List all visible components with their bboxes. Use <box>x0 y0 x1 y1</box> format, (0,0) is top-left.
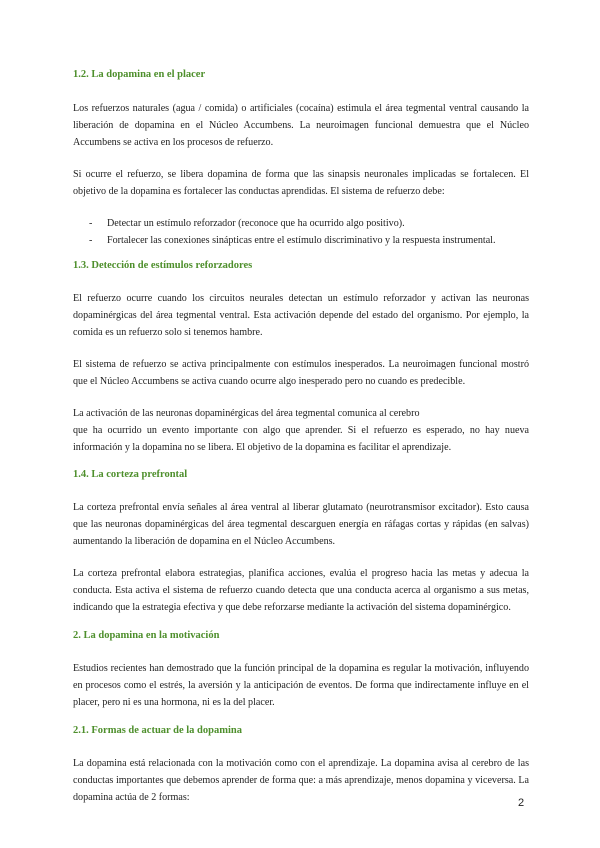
heading-1-4: 1.4. La corteza prefrontal <box>73 469 188 480</box>
bullet-dash-icon: - <box>89 235 93 246</box>
heading-1-2: 1.2. La dopamina en el placer <box>73 69 206 80</box>
bullet-dash-icon: - <box>89 218 93 229</box>
paragraph: Los refuerzos naturales (agua / comida) o artificiales (cocaína) estimula el área tegmental ventral causando la liberación de dopamina en el Núcleo Accumbens. La neuroimagen funcional demuestra que el Núcleo Accumbens se activa en los procesos de refuerzo. <box>73 103 529 148</box>
paragraph: Si ocurre el refuerzo, se libera dopamina de forma que las sinapsis neuronales implicadas se fortalecen. El objetivo de la dopamina es fortalecer las conductas aprendidas. El sistema de refuerzo debe: <box>73 169 529 197</box>
list-item <box>73 232 529 249</box>
paragraph: que ha ocurrido un evento importante con algo que aprender. Si el refuerzo es esperado, no hay nueva información y la dopamina no se libera. El objetivo de la dopamina es facilitar el aprendizaje. <box>73 425 529 453</box>
page-number: 2 <box>518 797 525 809</box>
paragraph-line: La activación de las neuronas dopaminérgicas del área tegmental comunica al cerebro <box>73 408 420 419</box>
paragraph: El refuerzo ocurre cuando los circuitos neurales detectan un estímulo reforzador y activan las neuronas dopaminérgicas del área tegmental ventral. Esta activación depende del estado del organismo. Por ejemplo, la comida es un refuerzo solo si tenemos hambre. <box>73 293 529 338</box>
paragraph: La corteza prefrontal envía señales al área ventral al liberar glutamato (neurotransmisor excitador). Esto causa que las neuronas dopaminérgicas del área tegmental descarguen energía en ráfagas cortas y rápidas (en salvas) aumentando la liberación de dopamina en el Núcleo Accumbens. <box>73 502 529 547</box>
list-item-text: Detectar un estímulo reforzador (reconoce que ha ocurrido algo positivo). <box>107 218 405 229</box>
bullet-list <box>73 215 529 249</box>
heading-2: 2. La dopamina en la motivación <box>73 630 220 641</box>
heading-2-1: 2.1. Formas de actuar de la dopamina <box>73 725 242 736</box>
paragraph: Estudios recientes han demostrado que la función principal de la dopamina es regular la motivación, influyendo en procesos como el estrés, la aversión y la anticipación de eventos. De forma que indirectamente influye en el placer, pero ni es una hormona, ni es la del placer. <box>73 663 529 708</box>
page-content <box>73 68 529 806</box>
heading-1-3: 1.3. Detección de estímulos reforzadores <box>73 260 253 271</box>
paragraph: La corteza prefrontal elabora estrategias, planifica acciones, evalúa el progreso hacia las metas y adecua la conducta. Esta activa el sistema de refuerzo cuando detecta que una conducta acerca al organismo a sus metas, indicando que la estrategia efectiva y que debe reforzarse mediante la activación del sistema dopaminérgico. <box>73 568 529 613</box>
list-item-text: Fortalecer las conexiones sinápticas entre el estímulo discriminativo y la respuesta instrumental. <box>107 235 496 246</box>
paragraph: La dopamina está relacionada con la motivación como con el aprendizaje. La dopamina avisa al cerebro de las conductas importantes que debemos aprender de forma que: a más aprendizaje, menos dopamina y viceversa. La dopamina actúa de 2 formas: <box>73 758 529 803</box>
list-item <box>73 215 529 232</box>
paragraph: El sistema de refuerzo se activa principalmente con estímulos inesperados. La neuroimagen funcional mostró que el Núcleo Accumbens se activa cuando ocurre algo inesperado pero no cuando es predecible. <box>73 359 529 387</box>
